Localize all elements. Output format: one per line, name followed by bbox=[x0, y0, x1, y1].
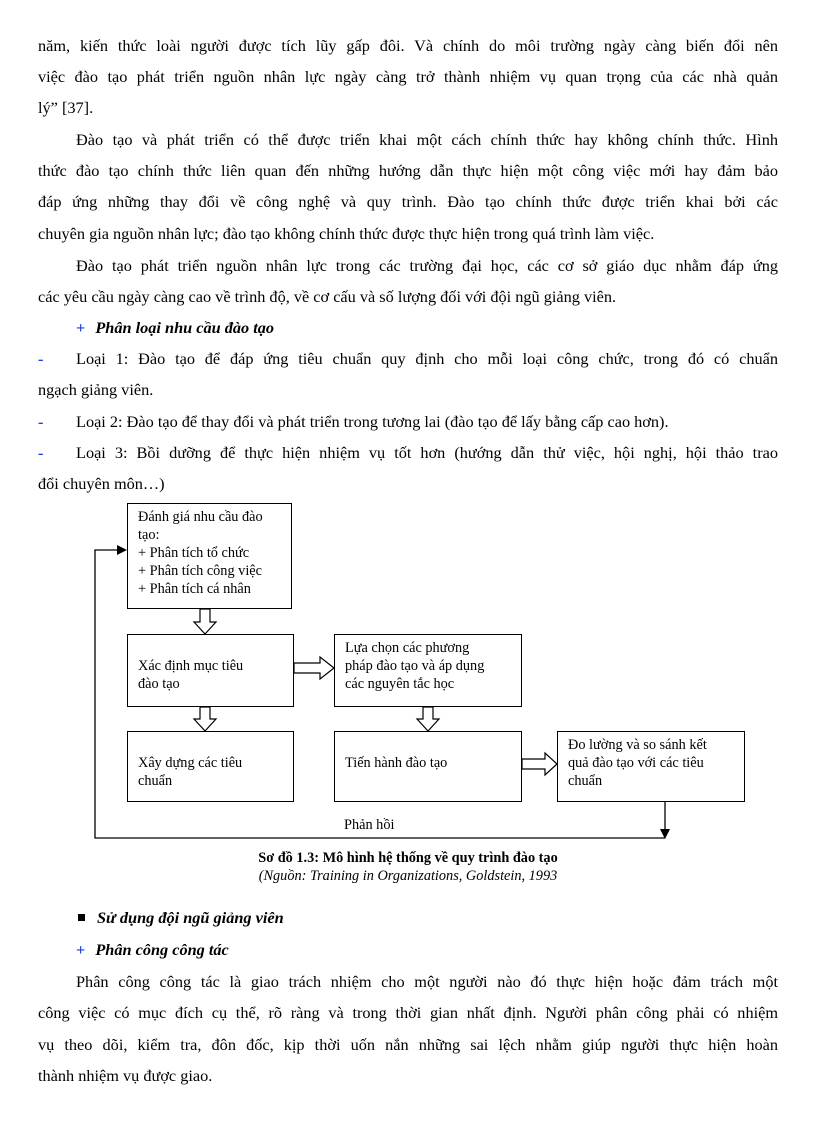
list-item-continuation: đổi chuyên môn…) bbox=[38, 474, 165, 493]
list-item-text: Loại 3: Bồi dưỡng để thực hiện nhiệm vụ tốt hơn (hướng dẫn thử việc, hội nghị, hội thảo trao bbox=[76, 443, 778, 462]
box-text: các nguyên tắc học bbox=[345, 676, 455, 692]
paragraph-line: Đào tạo phát triển nguồn nhân lực trong các trường đại học, các cơ sở giáo dục nhằm đáp ứng bbox=[76, 256, 778, 275]
paragraph-line: chuyên gia nguồn nhân lực; đào tạo không chính thức được thực hiện trong quá trình làm việc. bbox=[38, 224, 655, 243]
hollow-down-arrow bbox=[194, 707, 216, 731]
box-methods bbox=[334, 634, 522, 707]
box-text: Tiến hành đào tạo bbox=[345, 755, 448, 771]
plus-marker: + bbox=[76, 318, 86, 337]
paragraph-line: Phân công công tác là giao trách nhiệm cho một người nào đó thực hiện hoặc đảm trách một bbox=[76, 972, 778, 991]
box-text: Đánh giá nhu cầu đào bbox=[138, 509, 263, 525]
square-bullet-icon bbox=[78, 914, 85, 921]
box-text: chuẩn bbox=[568, 773, 603, 789]
box-text: + Phân tích cá nhân bbox=[138, 581, 251, 597]
feedback-arrowhead bbox=[117, 545, 127, 555]
box-evaluate bbox=[557, 731, 745, 802]
section-heading-staff: Sử dụng đội ngũ giảng viên bbox=[97, 908, 284, 927]
section-title: Phân công công tác bbox=[95, 940, 229, 959]
paragraph-line: năm, kiến thức loài người được tích lũy gấp đôi. Và chính do môi trường ngày càng biến đổi nên bbox=[38, 36, 778, 55]
box-text: quả đào tạo với các tiêu bbox=[568, 755, 704, 771]
box-text: tạo: bbox=[138, 527, 160, 543]
box-text: đào tạo bbox=[138, 676, 180, 692]
paragraph-line: các yêu cầu ngày càng cao về trình độ, về cơ cấu và số lượng đối với đội ngũ giảng viên. bbox=[38, 287, 617, 306]
box-text: Đo lường và so sánh kết bbox=[568, 737, 707, 753]
paragraph-line: công việc có mục đích cụ thể, rõ ràng và trong thời gian nhất định. Người phân công phải có nhiệm bbox=[38, 1003, 778, 1022]
hollow-down-arrow bbox=[417, 707, 439, 731]
dash-marker: - bbox=[38, 412, 44, 431]
figure-caption-title: Sơ đồ 1.3: Mô hình hệ thống về quy trình đào tạo bbox=[258, 850, 558, 866]
paragraph-line: vụ theo dõi, kiểm tra, đôn đốc, kịp thời uốn nắn những sai lệch nhằm giúp người thực hiện hoàn bbox=[38, 1035, 778, 1054]
hollow-right-arrow bbox=[522, 753, 557, 775]
box-text: Xác định mục tiêu bbox=[138, 658, 244, 674]
paragraph-line: lý” [37]. bbox=[38, 98, 94, 117]
figure-caption-source: (Nguồn: Training in Organizations, Goldstein, 1993 bbox=[258, 868, 558, 884]
feedback-label: Phản hồi bbox=[344, 817, 395, 833]
plus-marker: + bbox=[76, 940, 86, 959]
box-standards bbox=[127, 731, 294, 802]
box-text: + Phân tích công việc bbox=[138, 563, 262, 579]
box-assess-needs bbox=[127, 503, 292, 609]
paragraph-line: việc đào tạo phát triển nguồn nhân lực ngày càng trở thành nhiệm vụ quan trọng của các nhà quản bbox=[38, 67, 778, 86]
box-text: Lựa chọn các phương bbox=[345, 640, 470, 656]
paragraph-line: đáp ứng những thay đổi về công nghệ và quy trình. Đào tạo chính thức được triển khai bởi các bbox=[38, 192, 778, 211]
section-title: Phân loại nhu cầu đào tạo bbox=[95, 318, 275, 337]
dash-marker: - bbox=[38, 349, 44, 368]
dash-marker: - bbox=[38, 443, 44, 462]
list-item-text: Loại 1: Đào tạo để đáp ứng tiêu chuẩn quy định cho mỗi loại công chức, trong đó có chuẩn bbox=[76, 349, 778, 368]
paragraph-line: Đào tạo và phát triển có thể được triển khai một cách chính thức hay không chính thức. Hình bbox=[76, 130, 778, 149]
box-text: pháp đào tạo và áp dụng bbox=[345, 658, 485, 674]
box-text: chuẩn bbox=[138, 773, 173, 789]
paragraph-line: thành nhiệm vụ được giao. bbox=[38, 1066, 213, 1085]
section-heading-assign bbox=[76, 940, 676, 960]
box-text: + Phân tích tổ chức bbox=[138, 545, 250, 561]
box-objectives bbox=[127, 634, 294, 707]
hollow-down-arrow bbox=[194, 609, 216, 634]
paragraph-line: thức đào tạo chính thức liên quan đến những hướng dẫn thực hiện một công việc mới hay đảm bảo bbox=[38, 161, 778, 180]
hollow-right-arrow bbox=[294, 657, 334, 679]
box-conduct bbox=[334, 731, 522, 802]
list-item-continuation: ngạch giảng viên. bbox=[38, 380, 154, 399]
box-text: Xây dựng các tiêu bbox=[138, 755, 243, 771]
list-item-text: Loại 2: Đào tạo để thay đổi và phát triển trong tương lai (đào tạo để lấy bằng cấp cao hơn). bbox=[76, 412, 669, 431]
